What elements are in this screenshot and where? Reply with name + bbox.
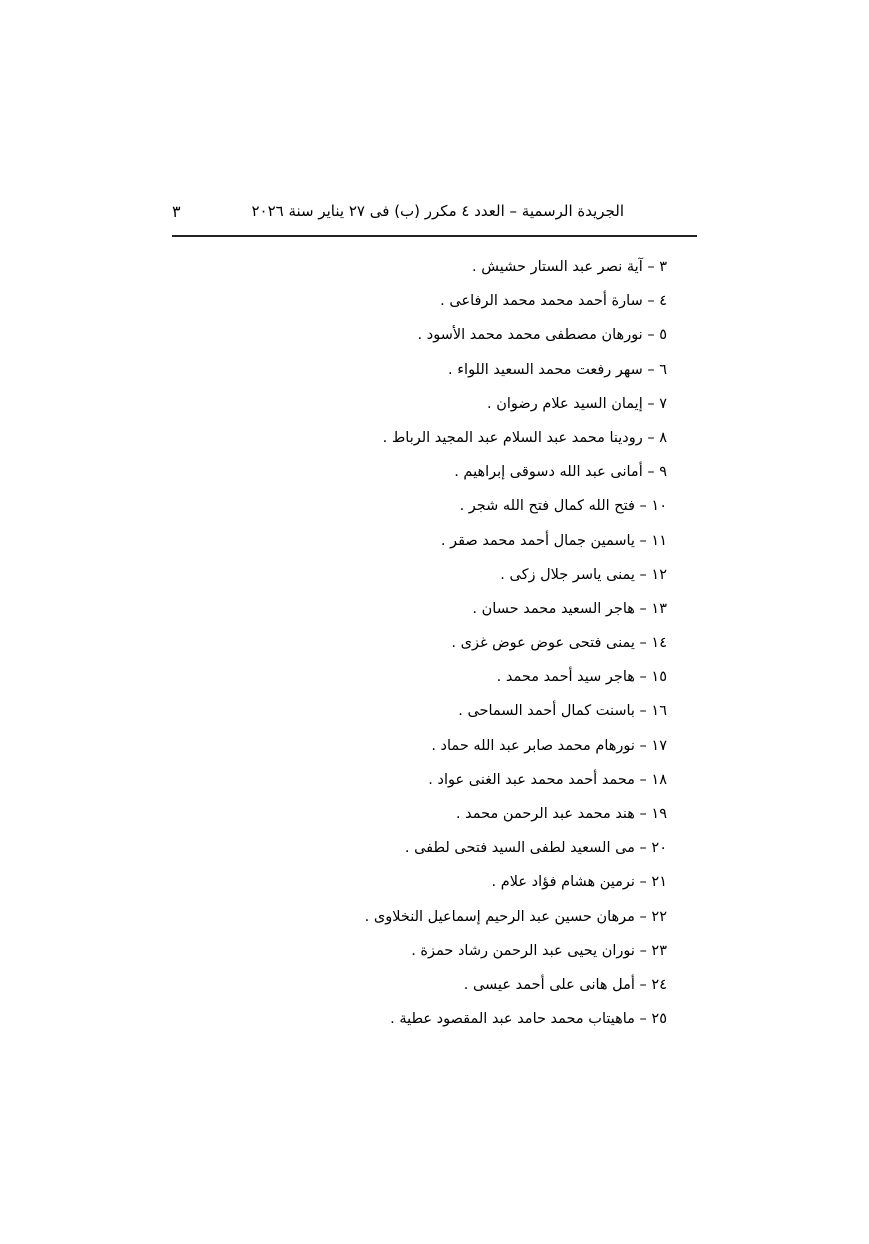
list-item: ٢٣ – نوران يحيى عبد الرحمن رشاد حمزة . bbox=[411, 942, 667, 959]
list-item: ١٤ – يمنى فتحى عوض عوض غزى . bbox=[451, 635, 667, 652]
list-item: ١٢ – يمنى ياسر جلال زكى . bbox=[500, 566, 667, 583]
names-list bbox=[167, 252, 667, 1038]
page-header bbox=[172, 202, 697, 226]
header-divider bbox=[172, 235, 697, 237]
list-item: ٩ – أمانى عبد الله دسوقى إبراهيم . bbox=[454, 464, 667, 481]
list-item: ٢٠ – مى السعيد لطفى السيد فتحى لطفى . bbox=[404, 840, 667, 857]
list-item: ٧ – إيمان السيد علام رضوان . bbox=[487, 395, 667, 412]
list-item: ١١ – ياسمين جمال أحمد محمد صقر . bbox=[440, 532, 667, 549]
list-item: ١٥ – هاجر سيد أحمد محمد . bbox=[496, 669, 667, 686]
list-item: ٣ – آية نصر عبد الستار حشيش . bbox=[472, 259, 667, 275]
list-item: ١٨ – محمد أحمد محمد عبد الغنى عواد . bbox=[428, 771, 667, 788]
list-item: ١٦ – باسنت كمال أحمد السماحى . bbox=[458, 703, 667, 720]
list-item: ٨ – رودينا محمد عبد السلام عبد المجيد الرباط . bbox=[382, 429, 667, 446]
list-item: ٥ – نورهان مصطفى محمد محمد الأسود . bbox=[417, 327, 667, 344]
list-item: ٢٥ – ماهيتاب محمد حامد عبد المقصود عطية . bbox=[390, 1011, 667, 1028]
list-item: ١٣ – هاجر السعيد محمد حسان . bbox=[472, 600, 667, 617]
list-item: ١٠ – فتح الله كمال فتح الله شجر . bbox=[459, 498, 667, 515]
list-item: ٢٢ – مرهان حسين عبد الرحيم إسماعيل النخلاوى . bbox=[364, 908, 667, 925]
list-item: ٦ – سهر رفعت محمد السعيد اللواء . bbox=[448, 361, 667, 378]
gazette-header-title: الجريدة الرسمية – العدد ٤ مكرر (ب) فى ٢٧ يناير سنة ٢٠٢٦ bbox=[251, 202, 624, 220]
list-item: ٢١ – نرمين هشام فؤاد علام . bbox=[491, 874, 667, 891]
page-number: ٣ bbox=[172, 202, 181, 221]
list-item: ٤ – سارة أحمد محمد محمد الرفاعى . bbox=[440, 293, 667, 310]
list-item: ١٩ – هند محمد عبد الرحمن محمد . bbox=[455, 806, 667, 822]
list-item: ١٧ – نورهام محمد صابر عبد الله حماد . bbox=[431, 737, 667, 754]
list-item: ٢٤ – أمل هانى على أحمد عيسى . bbox=[463, 976, 667, 993]
